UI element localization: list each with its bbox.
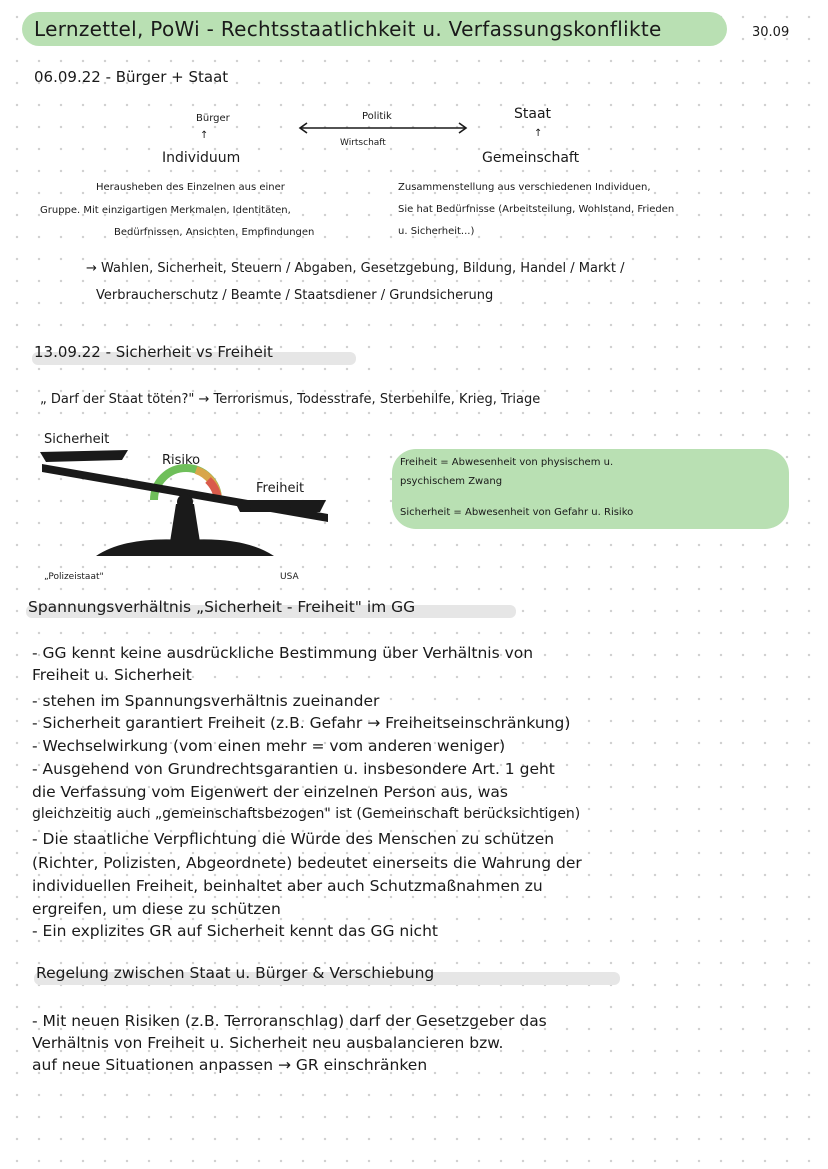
definition-line-1: Freiheit = Abwesenheit von physischem u. bbox=[400, 457, 614, 468]
list-item: die Verfassung vom Eigenwert der einzelnen Person aus, was bbox=[32, 783, 508, 801]
question-line: „ Darf der Staat töten?" → Terrorismus, Todesstrafe, Sterbehilfe, Krieg, Triage bbox=[40, 392, 541, 407]
section-heading-buerger-staat: 06.09.22 - Bürger + Staat bbox=[34, 68, 229, 86]
list-item: (Richter, Polizisten, Abgeordnete) bedeutet einerseits die Wahrung der bbox=[32, 854, 582, 872]
list-line-2: Verbraucherschutz / Beamte / Staatsdiener / Grundsicherung bbox=[96, 288, 494, 303]
section-heading-spannungsverhaeltnis: Spannungsverhältnis „Sicherheit - Freiheit" im GG bbox=[28, 598, 416, 616]
list-line-1: → Wahlen, Sicherheit, Steuern / Abgaben, Gesetzgebung, Bildung, Handel / Markt / bbox=[86, 261, 625, 276]
list-item: Freiheit u. Sicherheit bbox=[32, 666, 192, 684]
list-item: - Mit neuen Risiken (z.B. Terroranschlag) darf der Gesetzgeber das bbox=[32, 1012, 547, 1030]
list-item: - Die staatliche Verpflichtung die Würde des Menschen zu schützen bbox=[32, 830, 555, 848]
section-heading-sicherheit-freiheit: 13.09.22 - Sicherheit vs Freiheit bbox=[34, 343, 273, 361]
double-arrow-icon bbox=[296, 121, 470, 135]
page-title: Lernzettel, PoWi - Rechtsstaatlichkeit u. Verfassungskonflikte bbox=[34, 17, 662, 41]
up-arrow-icon: ↑ bbox=[534, 128, 543, 139]
left-desc-line-1: Herausheben des Einzelnen aus einer bbox=[96, 182, 285, 193]
caption-left: „Polizeistaat" bbox=[44, 572, 104, 582]
list-item: - GG kennt keine ausdrückliche Bestimmung über Verhältnis von bbox=[32, 644, 534, 662]
left-desc-line-3: Bedürfnissen, Ansichten, Empfindungen bbox=[114, 227, 315, 238]
list-item: - Ausgehend von Grundrechtsgarantien u. insbesondere Art. 1 geht bbox=[32, 760, 555, 778]
right-desc-line-1: Zusammenstellung aus verschiedenen Individuen, bbox=[398, 182, 651, 193]
list-item: individuellen Freiheit, beinhaltet aber auch Schutzmaßnahmen zu bbox=[32, 877, 543, 895]
diagram-right-top: Staat bbox=[514, 106, 552, 122]
list-item: auf neue Situationen anpassen → GR einschränken bbox=[32, 1056, 428, 1074]
list-item: Verhältnis von Freiheit u. Sicherheit neu ausbalancieren bzw. bbox=[32, 1034, 504, 1052]
diagram-arrow-bottom: Wirtschaft bbox=[340, 138, 386, 148]
list-item: - stehen im Spannungsverhältnis zueinander bbox=[32, 692, 380, 710]
scale-label-right: Freiheit bbox=[256, 481, 305, 496]
diagram-arrow-top: Politik bbox=[362, 111, 392, 122]
list-item: - Ein explizites GR auf Sicherheit kennt das GG nicht bbox=[32, 922, 438, 940]
right-desc-line-3: u. Sicherheit...) bbox=[398, 226, 475, 237]
list-item: gleichzeitig auch „gemeinschaftsbezogen" ist (Gemeinschaft berücksichtigen) bbox=[32, 806, 581, 822]
diagram-left-top: Bürger bbox=[196, 113, 230, 124]
caption-right: USA bbox=[280, 572, 299, 582]
list-item: - Wechselwirkung (vom einen mehr = vom anderen weniger) bbox=[32, 737, 506, 755]
scale-label-risk: Risiko bbox=[162, 453, 201, 468]
page-date: 30.09 bbox=[752, 25, 790, 40]
section-heading-regelung: Regelung zwischen Staat u. Bürger & Verschiebung bbox=[36, 964, 435, 982]
definition-line-3: Sicherheit = Abwesenheit von Gefahr u. Risiko bbox=[400, 507, 634, 518]
scale-label-left: Sicherheit bbox=[44, 432, 110, 447]
diagram-right-main: Gemeinschaft bbox=[482, 150, 580, 166]
list-item: - Sicherheit garantiert Freiheit (z.B. Gefahr → Freiheitseinschränkung) bbox=[32, 714, 571, 732]
up-arrow-icon: ↑ bbox=[200, 130, 209, 141]
balance-scale-icon bbox=[36, 444, 336, 562]
left-desc-line-2: Gruppe. Mit einzigartigen Merkmalen, Identitäten, bbox=[40, 205, 291, 216]
right-desc-line-2: Sie hat Bedürfnisse (Arbeitsteilung, Wohlstand, Frieden bbox=[398, 204, 675, 215]
list-item: ergreifen, um diese zu schützen bbox=[32, 900, 281, 918]
definition-line-2: psychischem Zwang bbox=[400, 476, 503, 487]
diagram-left-main: Individuum bbox=[162, 150, 241, 166]
